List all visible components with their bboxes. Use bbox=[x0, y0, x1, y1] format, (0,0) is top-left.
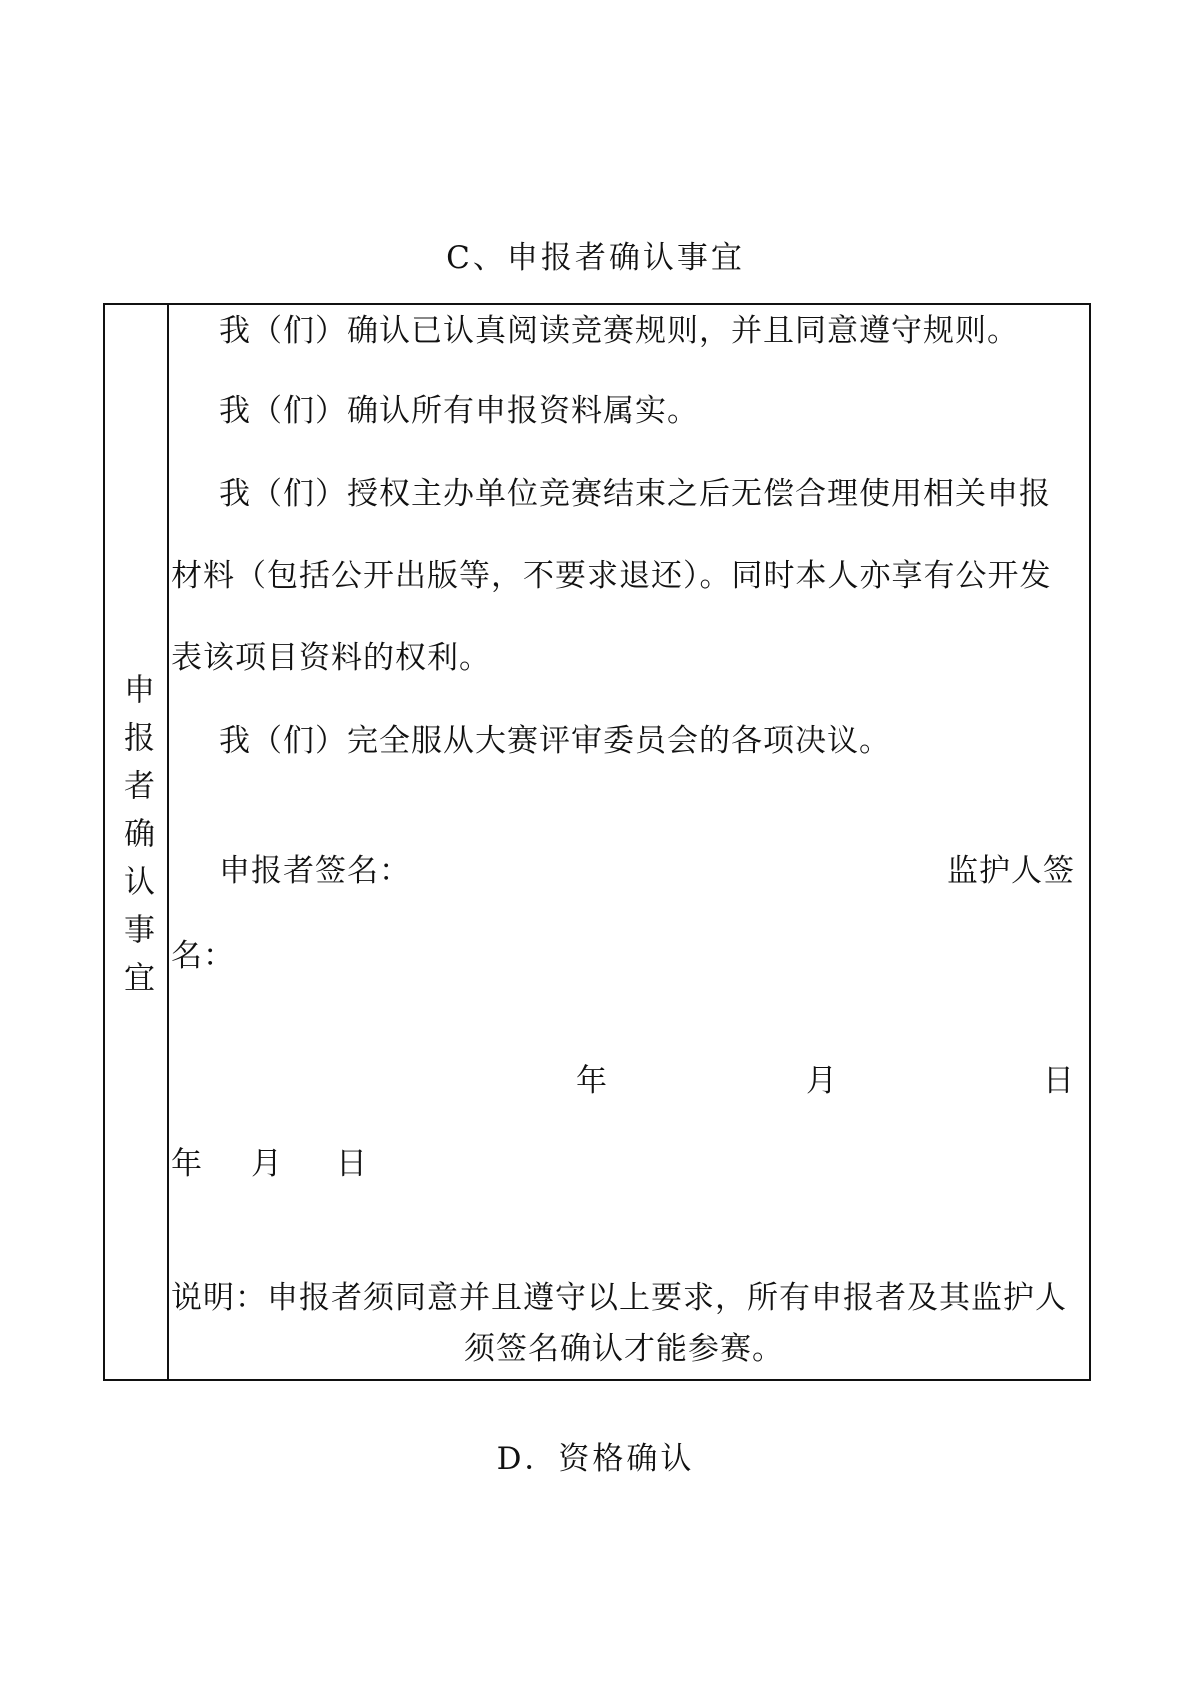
table-label-cell bbox=[105, 305, 169, 1379]
paragraph-authorization-line-1: 我（们）授权主办单位竞赛结束之后无偿合理使用相关申报 bbox=[219, 476, 1051, 512]
confirmation-table bbox=[103, 303, 1091, 1381]
applicant-signature-label: 申报者签名： bbox=[219, 853, 411, 889]
paragraph-materials-true: 我（们）确认所有申报资料属实。 bbox=[219, 393, 699, 429]
note-line-2: 须签名确认才能参赛。 bbox=[464, 1331, 784, 1367]
paragraph-authorization-line-3: 表该项目资料的权利。 bbox=[171, 640, 491, 676]
paragraph-obey-decisions: 我（们）完全服从大赛评审委员会的各项决议。 bbox=[219, 723, 891, 759]
date-month-label: 月 bbox=[806, 1063, 838, 1099]
section-c-title: C、申报者确认事宜 bbox=[446, 240, 745, 276]
paragraph-authorization-line-2: 材料（包括公开出版等，不要求退还）。同时本人亦享有公开发 bbox=[171, 558, 1052, 594]
table-label: 申报者确认事宜 bbox=[118, 673, 154, 1009]
date-day-label: 日 bbox=[336, 1146, 368, 1182]
date-year-label: 年 bbox=[576, 1063, 608, 1099]
table-content-cell bbox=[171, 305, 1089, 1379]
guardian-signature-label: 监护人签 bbox=[947, 853, 1075, 889]
paragraph-rules-agreement: 我（们）确认已认真阅读竞赛规则，并且同意遵守规则。 bbox=[219, 313, 1019, 349]
date-day-label: 日 bbox=[1043, 1063, 1075, 1099]
date-year-label: 年 bbox=[171, 1146, 203, 1182]
note-line-1: 说明：申报者须同意并且遵守以上要求，所有申报者及其监护人 bbox=[171, 1280, 1067, 1316]
section-d-title: D．资格确认 bbox=[496, 1441, 695, 1477]
date-month-label: 月 bbox=[251, 1146, 283, 1182]
guardian-signature-label-cont: 名： bbox=[171, 938, 235, 974]
